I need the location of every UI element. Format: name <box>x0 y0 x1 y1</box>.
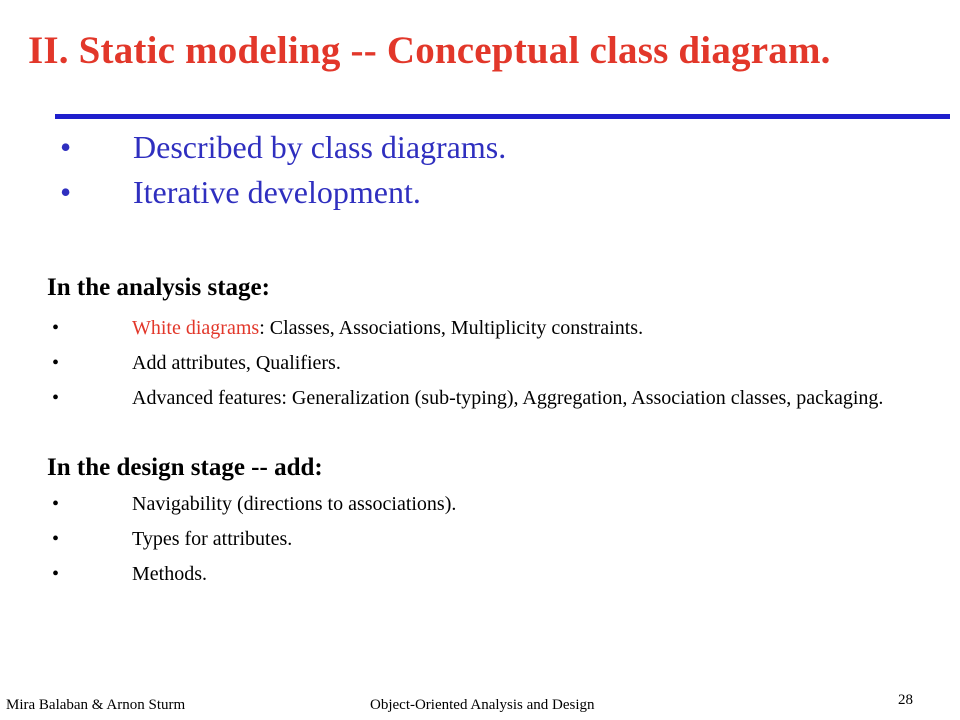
bullet-icon: • <box>52 387 60 409</box>
design-item-text: Navigability (directions to associations). <box>132 493 457 515</box>
bullet-icon: • <box>52 563 60 585</box>
top-bullet-item <box>0 126 960 171</box>
design-item <box>0 560 960 588</box>
design-item <box>0 525 960 553</box>
item-rest-text: : Classes, Associations, Multiplicity constraints. <box>259 317 644 339</box>
bullet-icon: • <box>52 352 60 374</box>
analysis-item <box>0 384 960 412</box>
design-list <box>0 490 960 595</box>
design-heading: In the design stage -- add: <box>47 454 323 481</box>
slide-title: II. Static modeling -- Conceptual class diagram. <box>28 29 831 72</box>
bullet-icon: • <box>60 174 72 210</box>
analysis-item-text: Advanced features: Generalization (sub-typing), Aggregation, Association classes, packaging. <box>132 387 884 409</box>
design-item-text: Methods. <box>132 563 207 585</box>
top-bullet-text: Described by class diagrams. <box>133 129 507 165</box>
analysis-list <box>0 314 960 419</box>
analysis-heading: In the analysis stage: <box>47 274 270 301</box>
analysis-item <box>0 349 960 377</box>
top-bullet-item <box>0 171 960 216</box>
top-bullet-text: Iterative development. <box>133 174 421 210</box>
analysis-item-text <box>132 314 932 342</box>
bullet-icon: • <box>52 317 60 339</box>
analysis-item <box>0 314 960 342</box>
title-underline <box>55 114 950 119</box>
bullet-icon: • <box>60 129 72 165</box>
design-item-text: Types for attributes. <box>132 528 293 550</box>
bullet-icon: • <box>52 493 60 515</box>
top-bullet-list <box>0 126 960 216</box>
design-item <box>0 490 960 518</box>
highlight-text: White diagrams <box>132 317 260 339</box>
page-number: 28 <box>898 692 913 708</box>
analysis-item-text: Add attributes, Qualifiers. <box>132 352 341 374</box>
footer-course: Object-Oriented Analysis and Design <box>370 697 595 713</box>
footer-authors: Mira Balaban & Arnon Sturm <box>6 697 186 713</box>
bullet-icon: • <box>52 528 60 550</box>
